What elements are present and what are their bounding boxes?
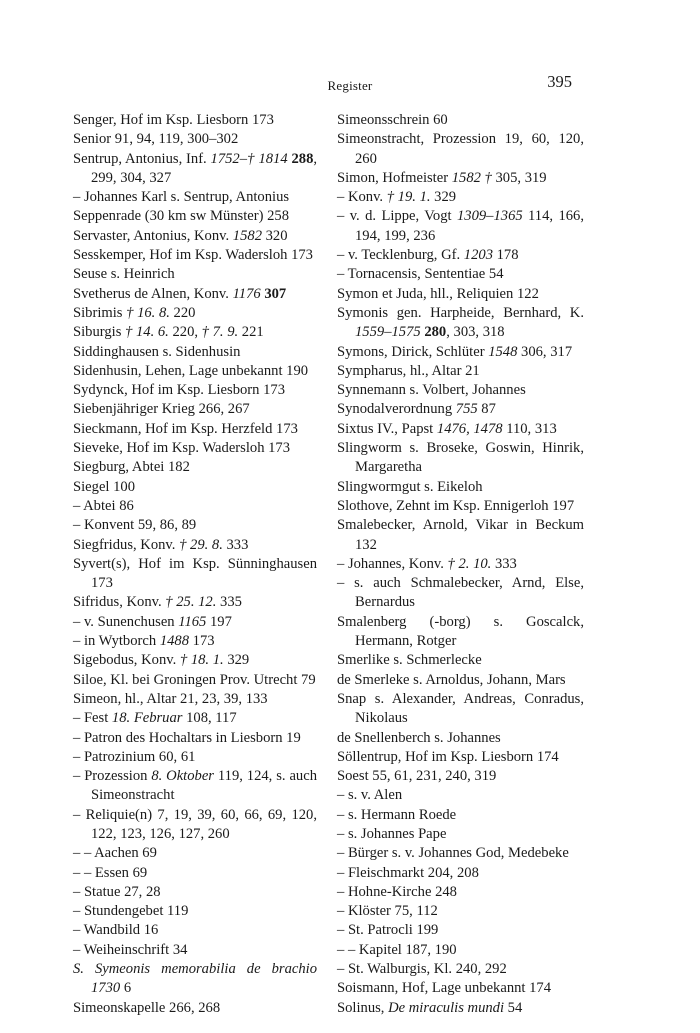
index-entry — [73, 690, 317, 709]
index-entry — [337, 574, 584, 613]
entry-italic-text: † 14. 6. — [125, 324, 169, 341]
entry-text: 108, 117 — [182, 710, 237, 727]
entry-text: Smerlike s. Schmerlecke — [337, 652, 482, 669]
index-entry — [73, 999, 317, 1018]
entry-text: – St. Walburgis, Kl. 240, 292 — [337, 961, 507, 978]
index-entry — [73, 150, 317, 189]
index-entry — [73, 497, 317, 516]
index-entry — [337, 111, 584, 130]
entry-italic-text: 1165 — [178, 613, 207, 630]
index-entry — [337, 902, 584, 921]
index-entry — [337, 497, 584, 516]
entry-text: – Konvent 59, 86, 89 — [73, 517, 197, 534]
entry-text: Snap s. Alexander, Andreas, Conradus, Nikolaus — [337, 690, 584, 727]
index-entry — [337, 555, 584, 574]
entry-text: 220 — [169, 304, 196, 321]
entry-text: 178 — [492, 247, 519, 264]
entry-text: 329 — [223, 652, 250, 669]
entry-text: 335 — [216, 594, 242, 611]
index-entry — [337, 420, 584, 439]
entry-text: – Bürger s. v. Johannes God, Medebeke — [337, 845, 569, 862]
entry-italic-text: 1582 — [232, 227, 262, 244]
entry-text: – – Aachen 69 — [73, 845, 157, 862]
entry-italic-text: † 2. 10. — [447, 555, 492, 572]
entry-text: Siegel 100 — [73, 478, 136, 495]
entry-italic-text: 1582 † — [451, 169, 492, 186]
entry-italic-text: † 19. 1. — [386, 189, 431, 206]
index-entry — [73, 246, 317, 265]
entry-text: Siddinghausen s. Sidenhusin — [73, 343, 241, 360]
entry-text: Smalebecker, Arnold, Vikar in Beckum 132 — [337, 517, 584, 553]
entry-text: Soest 55, 61, 231, 240, 319 — [337, 768, 497, 785]
index-entry — [337, 825, 584, 844]
entry-text: 87 — [477, 401, 496, 418]
entry-text: Sibrimis — [73, 304, 127, 321]
index-entry — [337, 188, 584, 207]
index-entry — [73, 227, 317, 246]
index-entry — [73, 323, 317, 342]
index-entry — [337, 130, 584, 169]
entry-text: , 303, 318 — [446, 324, 505, 341]
entry-italic-text: 1476, 1478 — [436, 420, 503, 437]
index-entry — [73, 921, 317, 940]
entry-text: – v. Sunenchusen — [73, 613, 179, 630]
index-entry — [337, 439, 584, 478]
entry-text: – Statue 27, 28 — [73, 883, 161, 900]
entry-text: 173 — [189, 633, 215, 650]
index-entry — [337, 786, 584, 805]
entry-italic-text: 1488 — [159, 633, 189, 650]
index-column-right — [337, 111, 584, 1018]
index-entry — [73, 188, 317, 207]
index-entry — [73, 941, 317, 960]
entry-text: – in Wytborch — [73, 633, 160, 650]
entry-text: 306, 317 — [517, 343, 573, 360]
entry-text: 305, 319 — [491, 169, 547, 186]
entry-italic-text: 1548 — [488, 343, 518, 360]
entry-text: Simeonskapelle 266, 268 — [73, 999, 221, 1016]
entry-text: Senior 91, 94, 119, 300–302 — [73, 131, 239, 148]
index-entry — [73, 960, 317, 999]
index-entry — [337, 400, 584, 419]
index-entry — [337, 806, 584, 825]
index-entry — [73, 304, 317, 323]
index-entry — [73, 709, 317, 728]
index-entry — [337, 999, 584, 1018]
entry-text: 329 — [430, 189, 457, 206]
entry-text: – – Kapitel 187, 190 — [337, 941, 457, 958]
entry-text: Sifridus, Konv. — [73, 594, 166, 611]
index-entry — [337, 207, 584, 246]
index-entry — [73, 555, 317, 594]
entry-text: – s. auch Schmalebecker, Arnd, Else, Bernardus — [337, 575, 584, 611]
entry-italic-text: 1752–† 1814 — [210, 150, 288, 167]
index-entry — [337, 844, 584, 863]
index-entry — [337, 883, 584, 902]
entry-text: – s. Hermann Roede — [337, 806, 457, 823]
index-entry — [337, 921, 584, 940]
entry-text: Söllentrup, Hof im Ksp. Liesborn 174 — [337, 748, 559, 765]
entry-text: 110, 313 — [502, 420, 557, 437]
index-entry — [73, 420, 317, 439]
entry-text: – Klöster 75, 112 — [337, 903, 438, 920]
page-number: 395 — [547, 72, 572, 91]
index-entry — [73, 111, 317, 130]
entry-text: – Patron des Hochaltars in Liesborn 19 — [73, 729, 301, 746]
entry-text: , 299, 304, 327 — [91, 150, 318, 186]
index-entry — [73, 651, 317, 670]
index-entry — [337, 265, 584, 284]
entry-text: – Johannes Karl s. Sentrup, Antonius — [73, 189, 290, 206]
entry-text: – Hohne-Kirche 248 — [337, 883, 457, 900]
entry-italic-text: 18. Februar — [111, 710, 183, 727]
index-entry — [73, 902, 317, 921]
entry-text: Siburgis — [73, 324, 126, 341]
entry-text: Sigebodus, Konv. — [73, 652, 180, 669]
entry-text: Seuse s. Heinrich — [73, 266, 175, 283]
index-entry — [337, 381, 584, 400]
entry-text: – Abtei 86 — [73, 497, 134, 514]
entry-text: Senger, Hof im Ksp. Liesborn 173 — [73, 112, 274, 128]
entry-bold-page: 288 — [291, 150, 314, 167]
entry-text: – Johannes, Konv. — [337, 555, 448, 572]
entry-text: – Stundengebet 119 — [73, 903, 189, 920]
entry-text: – s. Johannes Pape — [337, 825, 447, 842]
entry-text: Sieckmann, Hof im Ksp. Herzfeld 173 — [73, 420, 298, 437]
entry-text: Sesskemper, Hof im Ksp. Wadersloh 173 — [73, 247, 313, 264]
entry-text: Siebenjähriger Krieg 266, 267 — [73, 401, 250, 418]
page-header — [0, 72, 700, 96]
index-entry — [337, 941, 584, 960]
entry-text: – Tornacensis, Sententiae 54 — [337, 266, 504, 283]
index-entry — [73, 613, 317, 632]
entry-text: 119, 124, s. auch Simeonstracht — [91, 768, 317, 804]
index-entry — [337, 651, 584, 670]
entry-text: – v. Tecklenburg, Gf. — [337, 247, 464, 264]
index-entry — [73, 516, 317, 535]
entry-italic-text: 1559–1575 — [355, 324, 421, 341]
entry-text: Synodalverordnung — [337, 401, 456, 418]
index-entry — [73, 864, 317, 883]
entry-italic-text: S. Symeonis memorabilia de brachio 1730 — [73, 961, 317, 997]
index-entry — [73, 536, 317, 555]
index-entry — [337, 729, 584, 748]
entry-text: Siloe, Kl. bei Groningen Prov. Utrecht 79 — [73, 671, 316, 688]
entry-text: de Smerleke s. Arnoldus, Johann, Mars — [337, 671, 566, 688]
index-entry — [337, 864, 584, 883]
entry-italic-text: De miraculis mundi — [388, 999, 505, 1016]
entry-text: Symonis gen. Harpheide, Bernhard, K. — [337, 304, 584, 321]
index-entry — [337, 362, 584, 381]
index-entry — [337, 671, 584, 690]
entry-text: 6 — [120, 980, 132, 997]
index-entry — [73, 130, 317, 149]
entry-text: – s. v. Alen — [337, 787, 403, 804]
entry-text: – Prozession — [73, 768, 152, 785]
entry-text: Siegfridus, Konv. — [73, 536, 180, 553]
entry-text: – Wandbild 16 — [73, 922, 159, 939]
index-column-left — [73, 111, 317, 1018]
index-entry — [73, 883, 317, 902]
index-entry — [73, 362, 317, 381]
entry-text: Svetherus de Alnen, Konv. — [73, 285, 233, 302]
entry-text: – v. d. Lippe, Vogt — [337, 208, 457, 225]
entry-text: Symon et Juda, hll., Reliquien 122 — [337, 285, 539, 302]
index-entry — [337, 767, 584, 786]
index-entry — [73, 207, 317, 226]
entry-text: 114, 166, 194, 199, 236 — [355, 208, 584, 244]
entry-text: Servaster, Antonius, Konv. — [73, 227, 233, 244]
running-title: Register — [327, 78, 373, 93]
entry-text: – Weiheinschrift 34 — [73, 941, 188, 958]
index-entry — [337, 516, 584, 555]
index-entry — [73, 767, 317, 806]
entry-text: – Konv. — [337, 189, 387, 206]
index-entry — [73, 593, 317, 612]
entry-text: Symons, Dirick, Schlüter — [337, 343, 489, 360]
entry-italic-text: † 29. 8. — [179, 536, 223, 553]
entry-text: 320 — [261, 227, 288, 244]
entry-text: Sympharus, hl., Altar 21 — [337, 362, 480, 379]
entry-italic-text: 8. Oktober — [151, 768, 214, 785]
entry-text: Simeon, hl., Altar 21, 23, 39, 133 — [73, 690, 268, 707]
index-entry — [73, 748, 317, 767]
entry-text: Soismann, Hof, Lage unbekannt 174 — [337, 980, 552, 997]
entry-text: Sieveke, Hof im Ksp. Wadersloh 173 — [73, 440, 291, 457]
entry-text: 333 — [222, 536, 249, 553]
index-entry — [73, 265, 317, 284]
entry-text: 333 — [491, 555, 517, 572]
entry-text: Seppenrade (30 km sw Münster) 258 — [73, 208, 290, 225]
index-entry — [73, 806, 317, 845]
entry-text: Simeonsschrein 60 — [337, 112, 448, 128]
entry-text: – Fest — [73, 710, 112, 727]
index-entry — [337, 478, 584, 497]
entry-text: – – Essen 69 — [73, 864, 148, 881]
index-entry — [73, 844, 317, 863]
index-entry — [337, 304, 584, 343]
index-entry — [337, 960, 584, 979]
entry-text: Smalenberg (-borg) s. Goscalck, Hermann, Rotger — [337, 613, 584, 650]
entry-text: Synnemann s. Volbert, Johannes — [337, 382, 526, 399]
entry-italic-text: 1309–1365 — [456, 208, 523, 225]
entry-bold-page: 280 — [424, 324, 447, 341]
entry-italic-text: † 7. 9. — [201, 324, 239, 341]
index-entry — [337, 285, 584, 304]
index-entry — [73, 400, 317, 419]
entry-text: – St. Patrocli 199 — [337, 922, 439, 939]
entry-text: Simon, Hofmeister — [337, 169, 452, 186]
entry-text: Siegburg, Abtei 182 — [73, 459, 190, 476]
index-entry — [73, 458, 317, 477]
index-entry — [73, 381, 317, 400]
index-entry — [73, 671, 317, 690]
entry-text: Slothove, Zehnt im Ksp. Ennigerloh 197 — [337, 497, 575, 514]
entry-text: Slingwormgut s. Eikeloh — [337, 478, 483, 495]
entry-italic-text: † 16. 8. — [126, 304, 170, 321]
index-entry — [337, 246, 584, 265]
entry-text: Sentrup, Antonius, Inf. — [73, 150, 211, 167]
entry-text: Slingworm s. Broseke, Goswin, Hinrik, Margaretha — [337, 440, 584, 476]
entry-text: Simeonstracht, Prozession 19, 60, 120, 260 — [337, 131, 584, 167]
entry-text: Sydynck, Hof im Ksp. Liesborn 173 — [73, 382, 286, 399]
entry-text: 54 — [504, 999, 523, 1016]
index-entry — [73, 632, 317, 651]
entry-bold-page: 307 — [264, 285, 287, 302]
entry-text: – Reliquie(n) 7, 19, 39, 60, 66, 69, 120, 122, 123, 126, 127, 260 — [73, 806, 317, 842]
index-entry — [73, 439, 317, 458]
entry-italic-text: 1176 — [232, 285, 261, 302]
entry-text: de Snellenberch s. Johannes — [337, 729, 501, 746]
index-entry — [337, 748, 584, 767]
entry-text: Sixtus IV., Papst — [337, 420, 437, 437]
index-entry — [337, 343, 584, 362]
entry-text: Syvert(s), Hof im Ksp. Sünninghausen 173 — [73, 555, 317, 592]
index-entry — [337, 979, 584, 998]
entry-text: Sidenhusin, Lehen, Lage unbekannt 190 — [73, 362, 309, 379]
index-entry — [73, 729, 317, 748]
index-entry — [337, 169, 584, 188]
entry-italic-text: 1203 — [463, 247, 493, 264]
index-entry — [337, 613, 584, 652]
entry-italic-text: 755 — [455, 401, 478, 418]
index-entry — [73, 285, 317, 304]
entry-text: – Fleischmarkt 204, 208 — [337, 864, 479, 881]
entry-text: – Patrozinium 60, 61 — [73, 748, 196, 765]
entry-text: Solinus, — [337, 999, 389, 1016]
entry-text: 221 — [238, 324, 264, 341]
index-entry — [73, 343, 317, 362]
index-entry — [337, 690, 584, 729]
index-entry — [73, 478, 317, 497]
entry-italic-text: † 18. 1. — [179, 652, 224, 669]
entry-italic-text: † 25. 12. — [165, 594, 217, 611]
entry-text: 197 — [206, 613, 232, 630]
entry-text: 220, — [168, 324, 202, 341]
